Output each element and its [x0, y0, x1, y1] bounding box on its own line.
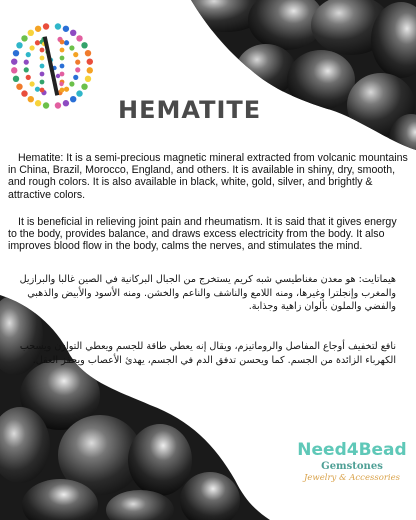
- brand-logo: [292, 440, 412, 483]
- english-paragraph-benefits: It is beneficial in relieving joint pain and rheumatism. It is said that it gives energy to the body, provides balance, and draws excess electricity from the body. It also improves blood flow in the body, calms the nerves, and stimulates the mind.: [8, 216, 397, 253]
- hematite-stones-photo-top: [156, 0, 416, 170]
- arabic-paragraph-benefits: نافع لتخفيف أوجاع المفاصل والروماتيزم، ويقال إنه يعطي طاقة للجسم ويعطي التوازن ويسحب الكهرباء الزائدة من الجسم. كما ويحسن تدفق الدم في الجسم، يهدئ الأعصاب ويحفز العقل.: [19, 341, 396, 366]
- brand-tagline: Jewelry & Accessories: [303, 473, 400, 483]
- hematite-stones-photo-bottom: [0, 295, 270, 520]
- arabic-paragraph-description: هيماتايت: هو معدن مغناطيسي شبه كريم يستخرج من الجبال البركانية في الصين غالبا والبرازيل والمغرب وإنجلترا وغيرها، ومنه اللامع والناشف والناعم والخشن. ومنه الأسود والأبيض والذهبي والفضي والملون بألوان زاهية وجذابة.: [19, 274, 396, 312]
- mosaic-dots-monogram-logo: [8, 22, 96, 110]
- brand-subtitle: Gemstones: [321, 461, 383, 472]
- brand-name: Need4Bead: [297, 440, 407, 460]
- page-title: HEMATITE: [118, 96, 262, 124]
- english-paragraph-description: Hematite: It is a semi-precious magnetic mineral extracted from volcanic mountains in China, Brazil, Morocco, England, and others. It is available in shiny, dry, smooth, and rough colors. It is also available in black, white, gold, silver, and brightly & attractive colors.: [8, 152, 408, 201]
